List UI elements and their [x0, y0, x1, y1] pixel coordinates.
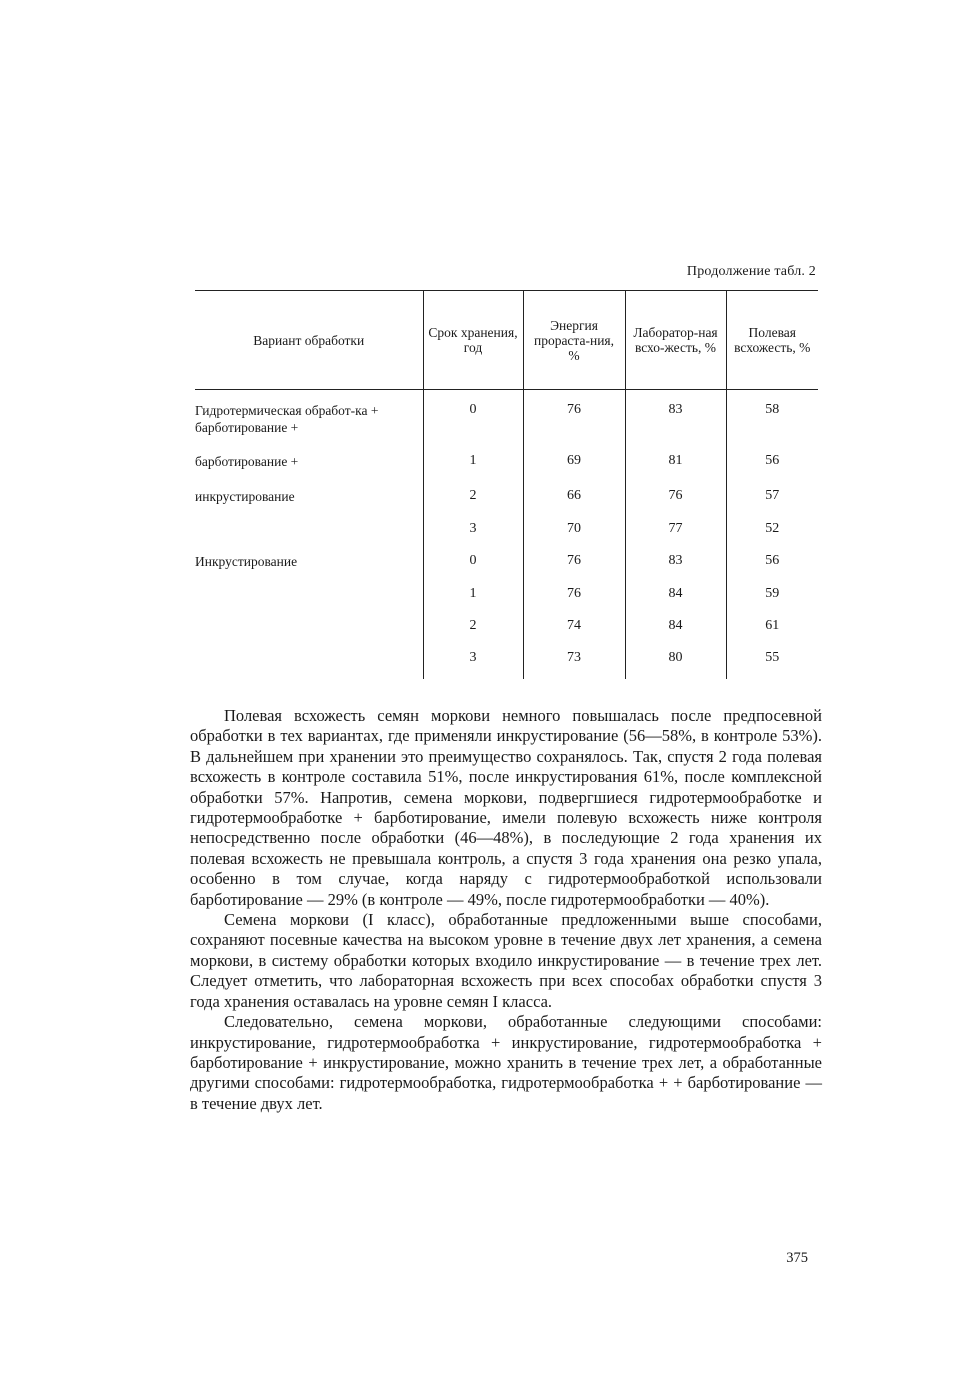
cell-storage: 0 [423, 545, 523, 578]
cell-storage: 1 [423, 578, 523, 611]
table-header-row [195, 291, 818, 390]
cell-variant: барботирование + [195, 453, 299, 469]
table-row [195, 390, 818, 437]
table-caption: Продолжение табл. 2 [686, 264, 816, 279]
paragraph: Полевая всхожесть семян моркови немного повышалась после предпосевной обработки в тех вариантах, где применяли инкрустирование (56—58%, в контроле 53%). В дальнейшем при хранении это преимущество сохранялось. Так, спустя 2 года полевая всхожесть в контроле составила 51%, после инкрустирования 61%, после комплексной обработки 57%. Напротив, семена моркови, подвергшиеся гидротермообработке и гидротермообработке + барботирование, имели полевую всхожесть ниже контроля непосредственно после обработки (46—48%), в последующие 2 года хранения их полевая всхожесть не превышала контроль, а спустя 3 года хранения она резко упала, особенно в том случае, когда наряду с гидротермообработкой использовали барботирование — 29% (в контроле — 49%, после гидротермообработки — 40%). [190, 706, 822, 909]
cell-variant [195, 610, 423, 643]
table-row [195, 545, 818, 578]
cell-storage: 2 [423, 610, 523, 643]
cell-lab: 76 [625, 480, 726, 513]
cell-storage: 1 [423, 436, 523, 480]
header-field-germination: Полевая всхожесть, % [726, 291, 818, 390]
cell-field: 56 [726, 545, 818, 578]
cell-lab: 83 [625, 390, 726, 437]
cell-field: 56 [726, 436, 818, 480]
cell-lab: 84 [625, 610, 726, 643]
cell-energy: 66 [523, 480, 625, 513]
cell-field: 61 [726, 610, 818, 643]
cell-storage: 0 [423, 390, 523, 437]
cell-field: 52 [726, 513, 818, 546]
table-row [195, 436, 818, 480]
table-row [195, 643, 818, 679]
cell-lab: 80 [625, 643, 726, 679]
header-germination-energy: Энергия прораста-ния, % [523, 291, 625, 390]
cell-storage: 3 [423, 643, 523, 679]
cell-variant [195, 513, 423, 546]
table-row [195, 480, 818, 513]
cell-field: 57 [726, 480, 818, 513]
cell-lab: 77 [625, 513, 726, 546]
cell-variant [195, 578, 423, 611]
cell-energy: 69 [523, 436, 625, 480]
page-number: 375 [786, 1250, 808, 1266]
cell-field: 59 [726, 578, 818, 611]
header-lab-germination: Лаборатор-ная всхо-жесть, % [625, 291, 726, 390]
cell-field: 55 [726, 643, 818, 679]
cell-field: 58 [726, 390, 818, 437]
header-variant: Вариант обработки [195, 291, 423, 390]
cell-energy: 76 [523, 545, 625, 578]
data-table [195, 290, 818, 679]
cell-lab: 83 [625, 545, 726, 578]
cell-variant: Гидротермическая обработ-ка + барботирование + [195, 403, 379, 435]
cell-energy: 70 [523, 513, 625, 546]
cell-energy: 74 [523, 610, 625, 643]
cell-lab: 84 [625, 578, 726, 611]
cell-variant: инкрустирование [195, 488, 295, 504]
cell-energy: 76 [523, 390, 625, 437]
table-row [195, 610, 818, 643]
header-storage-term: Срок хранения, год [423, 291, 523, 390]
paragraph: Семена моркови (I класс), обработанные предложенными выше способами, сохраняют посевные качества на высоком уровне в течение двух лет хранения, а семена моркови, в систему обработки которых входило инкрустирование — в течение трех лет. Следует отметить, что лабораторная всхожесть при всех способах обработки спустя 3 года хранения оставалась на уровне семян I класса. [190, 910, 822, 1011]
cell-lab: 81 [625, 436, 726, 480]
paragraph: Следовательно, семена моркови, обработанные следующими способами: инкрустирование, гидротермообработка + инкрустирование, гидротермообработка + барботирование + инкрустирование, можно хранить в течение трех лет, а обработанные другими способами: гидротермообработка, гидротермообработка + + барботирование — в течение двух лет. [190, 1012, 822, 1113]
cell-variant [195, 643, 423, 679]
cell-storage: 2 [423, 480, 523, 513]
cell-energy: 76 [523, 578, 625, 611]
cell-energy: 73 [523, 643, 625, 679]
table-row [195, 578, 818, 611]
body-text [190, 706, 822, 1114]
cell-storage: 3 [423, 513, 523, 546]
cell-variant: Инкрустирование [195, 553, 298, 569]
table-row [195, 513, 818, 546]
